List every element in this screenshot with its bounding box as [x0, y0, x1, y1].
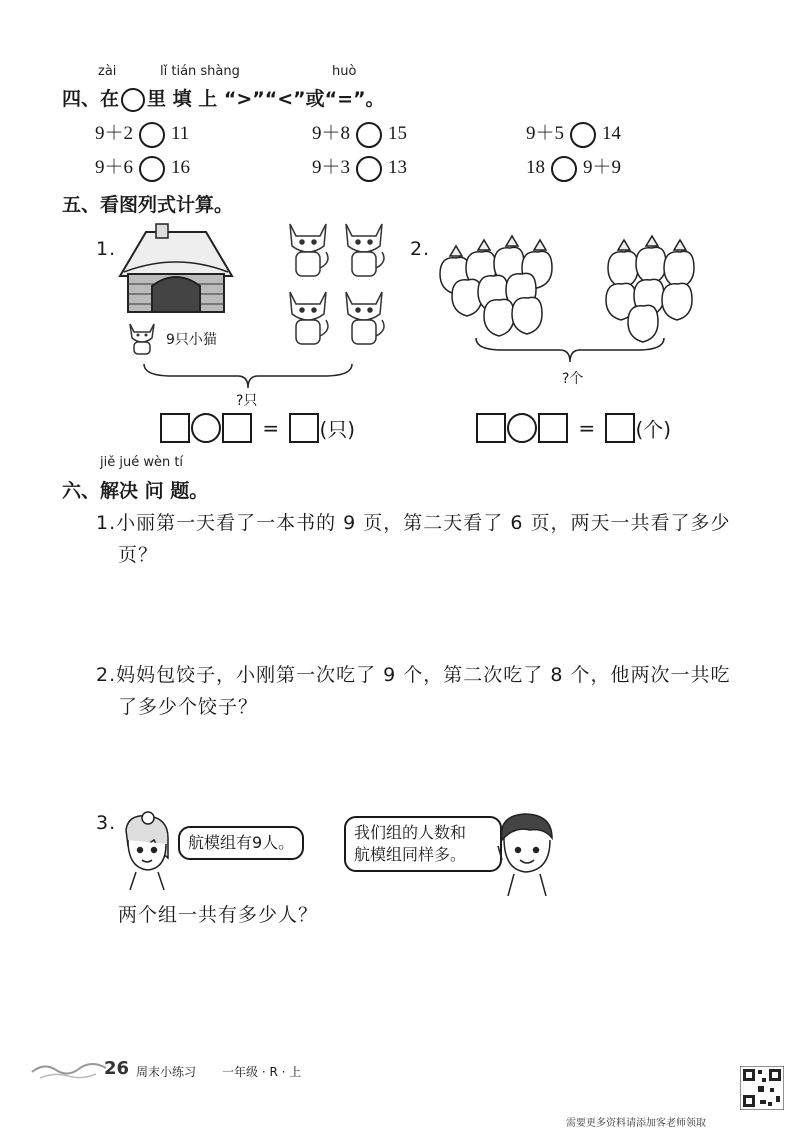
equals-sign: =	[262, 416, 280, 440]
compare-left: 9＋5	[526, 123, 565, 144]
compare-right: 16	[171, 157, 191, 178]
section5-heading: 五、看图列式计算。	[62, 194, 234, 216]
page-number: 26	[104, 1058, 130, 1079]
compare-item	[526, 118, 621, 148]
answer-box[interactable]	[289, 413, 319, 443]
answer-circle[interactable]	[356, 156, 382, 182]
question-2-line2: 了多少个饺子？	[118, 696, 259, 718]
section4-heading	[62, 84, 385, 112]
compare-right: 15	[388, 123, 408, 144]
question-3-number: 3.	[96, 812, 117, 834]
compare-right: 9＋9	[583, 157, 622, 178]
answer-box[interactable]	[222, 413, 252, 443]
compare-right: 14	[602, 123, 622, 144]
pinyin-zai: zài	[98, 64, 117, 79]
boy-illustration	[494, 810, 560, 896]
compare-item	[312, 118, 407, 148]
girl-illustration	[114, 810, 178, 890]
question-1-line2: 页？	[118, 544, 159, 566]
section6-pinyin: jiě jué wèn tí	[100, 455, 184, 470]
compare-item	[526, 152, 621, 182]
pinyin-huo: huò	[332, 64, 357, 79]
equation-2	[476, 413, 671, 443]
answer-circle[interactable]	[139, 122, 165, 148]
problem1-number: 1.	[96, 238, 117, 260]
equals-sign: =	[578, 416, 596, 440]
compare-left: 18	[526, 157, 545, 178]
answer-circle[interactable]	[356, 122, 382, 148]
speech-bubble-1: 航模组有9人。	[178, 826, 304, 860]
unit-label: (只)	[319, 417, 356, 442]
answer-box[interactable]	[476, 413, 506, 443]
dog-house-illustration	[116, 222, 234, 314]
answer-circle[interactable]	[551, 156, 577, 182]
problem1-question: ?只	[236, 393, 258, 409]
answer-box[interactable]	[605, 413, 635, 443]
four-cats-illustration	[282, 214, 394, 354]
compare-circle-icon	[121, 88, 145, 112]
compare-left: 9＋8	[312, 123, 351, 144]
compare-item	[95, 118, 189, 148]
cat-label: 9只小猫	[166, 332, 217, 348]
question-2-line1: 2.妈妈包饺子，小刚第一次吃了 9 个，第二次吃了 8 个，他两次一共吃	[96, 664, 731, 686]
answer-circle[interactable]	[570, 122, 596, 148]
brace-2	[474, 336, 666, 368]
compare-right: 11	[171, 123, 190, 144]
footer-book-title: 周末小练习	[136, 1065, 197, 1079]
problem2-number: 2.	[410, 238, 431, 260]
section6-heading: 六、解决 问 题。	[62, 480, 209, 502]
section4-heading-prefix: 四、在	[62, 88, 120, 110]
footer-wave-decoration	[30, 1052, 110, 1082]
peaches-illustration	[432, 234, 708, 348]
problem2-question: ?个	[562, 371, 584, 387]
compare-item	[95, 152, 190, 182]
equation-1	[160, 413, 355, 443]
question-3-text: 两个组一共有多少人？	[118, 904, 319, 926]
question-1-line1: 1.小丽第一天看了一本书的 9 页，第二天看了 6 页，两天一共看了多少	[96, 512, 731, 534]
section4-heading-suffix: 或“=”。	[305, 88, 385, 110]
answer-box[interactable]	[160, 413, 190, 443]
operator-circle[interactable]	[191, 413, 221, 443]
compare-left: 9＋6	[95, 157, 134, 178]
footer-note: 需要更多资料请添加客老师领取	[566, 1118, 706, 1129]
speech-bubble-2	[344, 816, 502, 872]
speech-bubble-2-line2: 航模组同样多。	[354, 845, 467, 864]
section4-heading-mid: 里 填 上 “>”“<”	[147, 88, 306, 110]
footer-grade: 一年级 · R · 上	[222, 1065, 302, 1079]
answer-circle[interactable]	[139, 156, 165, 182]
compare-item	[312, 152, 407, 182]
operator-circle[interactable]	[507, 413, 537, 443]
compare-right: 13	[388, 157, 408, 178]
pinyin-litianshang: lǐ tián shàng	[160, 64, 240, 79]
qr-code-icon	[740, 1066, 784, 1110]
compare-left: 9＋2	[95, 123, 134, 144]
unit-label: (个)	[635, 417, 672, 442]
cat-icon	[122, 316, 162, 356]
compare-left: 9＋3	[312, 157, 351, 178]
speech-bubble-2-line1: 我们组的人数和	[354, 823, 467, 842]
answer-box[interactable]	[538, 413, 568, 443]
